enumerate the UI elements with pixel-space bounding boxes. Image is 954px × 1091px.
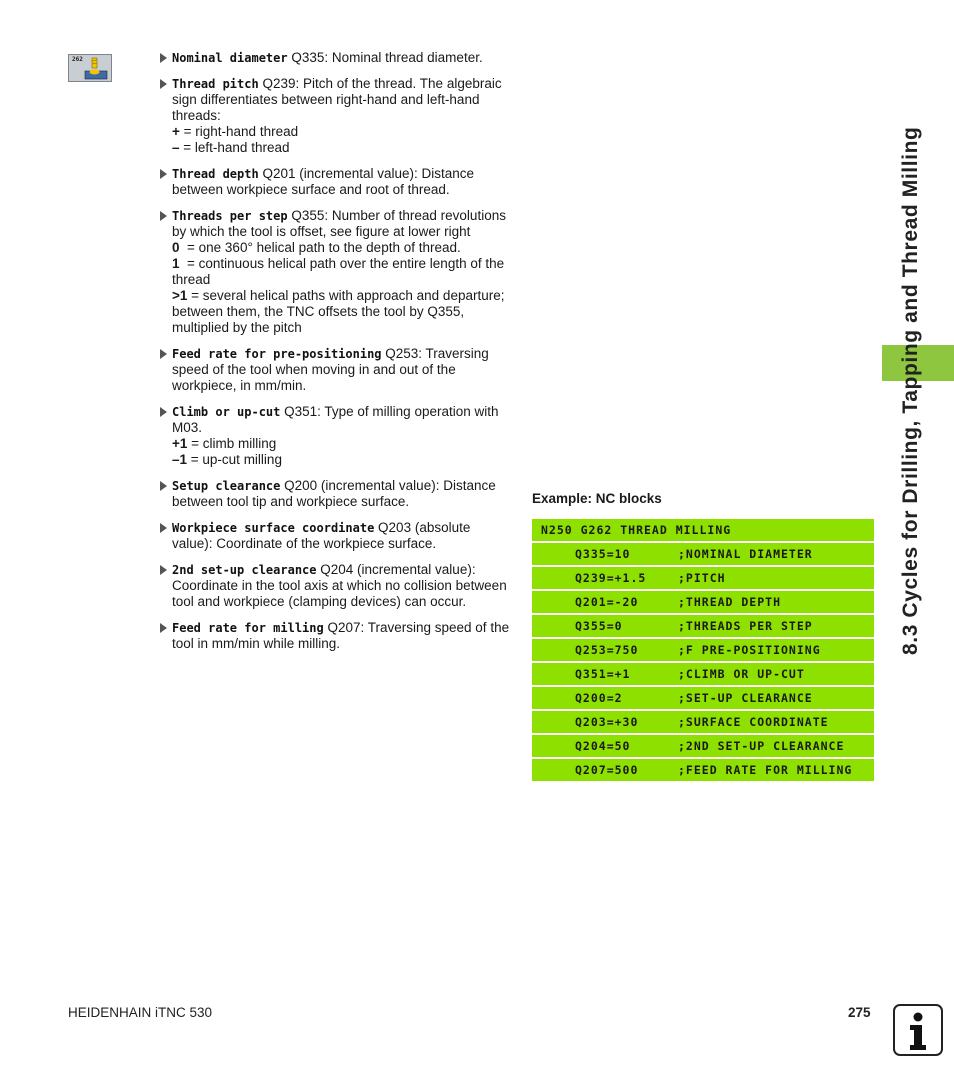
nc-block-row — [532, 687, 874, 709]
bullet-triangle-icon — [160, 79, 167, 89]
nc-parameter-value: Q204=50 — [575, 739, 631, 753]
parameter-description: Q351: Type of milling operation with M03. — [172, 404, 499, 435]
option-key: +1 — [172, 436, 188, 451]
bullet-triangle-icon — [160, 523, 167, 533]
option-description: = right-hand thread — [179, 124, 299, 139]
nc-parameter-value: Q201=-20 — [575, 595, 639, 609]
parameter-option — [172, 240, 512, 256]
nc-parameter-value: Q351=+1 — [575, 667, 631, 681]
nc-parameter-value: Q239=+1.5 — [575, 571, 647, 585]
parameter-description: Q203 (absolute value): Coordinate of the workpiece surface. — [172, 520, 471, 551]
parameter-description: Q253: Traversing speed of the tool when moving in and out of the workpiece, in mm/min. — [172, 346, 489, 393]
nc-block-row — [532, 663, 874, 685]
example-title: Example: NC blocks — [532, 491, 662, 506]
nc-comment: ;SET-UP CLEARANCE — [678, 691, 813, 705]
parameter-description: Q200 (incremental value): Distance between tool tip and workpiece surface. — [172, 478, 496, 509]
nc-block-row — [532, 735, 874, 757]
option-description: = several helical paths with approach and departure; between them, the TNC offsets the tool by Q355, multiplied by the pitch — [172, 288, 509, 335]
parameter-name: Setup clearance — [172, 479, 281, 493]
nc-block-row — [532, 567, 874, 589]
bullet-triangle-icon — [160, 211, 167, 221]
parameter-item — [160, 166, 512, 198]
nc-header-row: N250 G262 THREAD MILLING — [532, 519, 874, 541]
footer-product: HEIDENHAIN iTNC 530 — [68, 1005, 213, 1020]
parameter-name: Workpiece surface coordinate — [172, 521, 375, 535]
parameter-option — [172, 256, 512, 288]
thread-mill-icon — [83, 57, 109, 81]
bullet-triangle-icon — [160, 481, 167, 491]
thread-milling-cycle-icon — [68, 54, 112, 82]
nc-parameter-value: Q207=500 — [575, 763, 639, 777]
option-key: 0 — [172, 240, 180, 255]
nc-comment: ;NOMINAL DIAMETER — [678, 547, 813, 561]
parameter-option — [172, 140, 512, 156]
nc-block-row — [532, 639, 874, 661]
parameter-description: Q239: Pitch of the thread. The algebraic sign differentiates between right-hand and left-hand threads: — [172, 76, 502, 123]
parameter-item — [160, 562, 512, 610]
bullet-triangle-icon — [160, 565, 167, 575]
nc-block-row — [532, 543, 874, 565]
nc-parameter-value: Q200=2 — [575, 691, 623, 705]
nc-block-row — [532, 711, 874, 733]
parameter-name: Thread depth — [172, 167, 259, 181]
nc-block-row — [532, 615, 874, 637]
option-description: = one 360° helical path to the depth of thread. — [179, 240, 461, 255]
parameter-name: Feed rate for pre-positioning — [172, 347, 382, 361]
parameter-description: Q207: Traversing speed of the tool in mm/min while milling. — [172, 620, 510, 651]
info-icon — [893, 1004, 943, 1056]
bullet-triangle-icon — [160, 623, 167, 633]
parameter-item — [160, 346, 512, 394]
nc-parameter-value: Q335=10 — [575, 547, 631, 561]
nc-comment: ;THREAD DEPTH — [678, 595, 782, 609]
parameter-description: Q355: Number of thread revolutions by which the tool is offset, see figure at lower right — [172, 208, 506, 239]
parameter-option — [172, 452, 512, 468]
nc-block-row — [532, 759, 874, 781]
parameter-option — [172, 436, 512, 452]
parameter-name: Thread pitch — [172, 77, 259, 91]
parameter-description: Q335: Nominal thread diameter. — [287, 50, 483, 65]
nc-parameter-value: Q355=0 — [575, 619, 623, 633]
nc-parameter-value: Q253=750 — [575, 643, 639, 657]
option-key: >1 — [172, 288, 188, 303]
option-key: –1 — [172, 452, 188, 467]
nc-comment: ;CLIMB OR UP-CUT — [678, 667, 805, 681]
parameter-item — [160, 404, 512, 468]
parameter-name: Threads per step — [172, 209, 288, 223]
nc-comment: ;F PRE-POSITIONING — [678, 643, 821, 657]
parameter-option — [172, 288, 512, 336]
bullet-triangle-icon — [160, 169, 167, 179]
option-description: = continuous helical path over the entire length of the thread — [172, 256, 508, 287]
nc-comment: ;2ND SET-UP CLEARANCE — [678, 739, 845, 753]
bullet-triangle-icon — [160, 53, 167, 63]
parameter-name: Nominal diameter — [172, 51, 288, 65]
parameter-item — [160, 208, 512, 336]
nc-blocks-table — [532, 519, 874, 783]
section-title: 8.3 Cycles for Drilling, Tapping and Thread Milling — [899, 126, 922, 655]
option-description: = left-hand thread — [179, 140, 290, 155]
nc-block-row — [532, 591, 874, 613]
parameter-description: Q204 (incremental value): Coordinate in the tool axis at which no collision between tool and workpiece (clamping devices) can occur. — [172, 562, 507, 609]
option-key: + — [172, 124, 180, 139]
parameter-item — [160, 76, 512, 156]
nc-parameter-value: Q203=+30 — [575, 715, 639, 729]
nc-comment: ;FEED RATE FOR MILLING — [678, 763, 853, 777]
bullet-triangle-icon — [160, 407, 167, 417]
parameter-name: 2nd set-up clearance — [172, 563, 317, 577]
nc-comment: ;SURFACE COORDINATE — [678, 715, 829, 729]
cycle-number: 262 — [72, 56, 83, 63]
bullet-triangle-icon — [160, 349, 167, 359]
option-key: – — [172, 140, 180, 155]
parameter-item — [160, 50, 512, 66]
parameter-item — [160, 478, 512, 510]
parameter-list — [160, 50, 512, 662]
option-description: = up-cut milling — [187, 452, 282, 467]
parameter-name: Feed rate for milling — [172, 621, 324, 635]
parameter-name: Climb or up-cut — [172, 405, 281, 419]
option-key: 1 — [172, 256, 180, 271]
nc-comment: ;THREADS PER STEP — [678, 619, 813, 633]
parameter-item — [160, 520, 512, 552]
parameter-item — [160, 620, 512, 652]
parameter-option — [172, 124, 512, 140]
parameter-description: Q201 (incremental value): Distance between workpiece surface and root of thread. — [172, 166, 475, 197]
page-number: 275 — [848, 1005, 871, 1020]
option-description: = climb milling — [187, 436, 277, 451]
nc-comment: ;PITCH — [678, 571, 726, 585]
